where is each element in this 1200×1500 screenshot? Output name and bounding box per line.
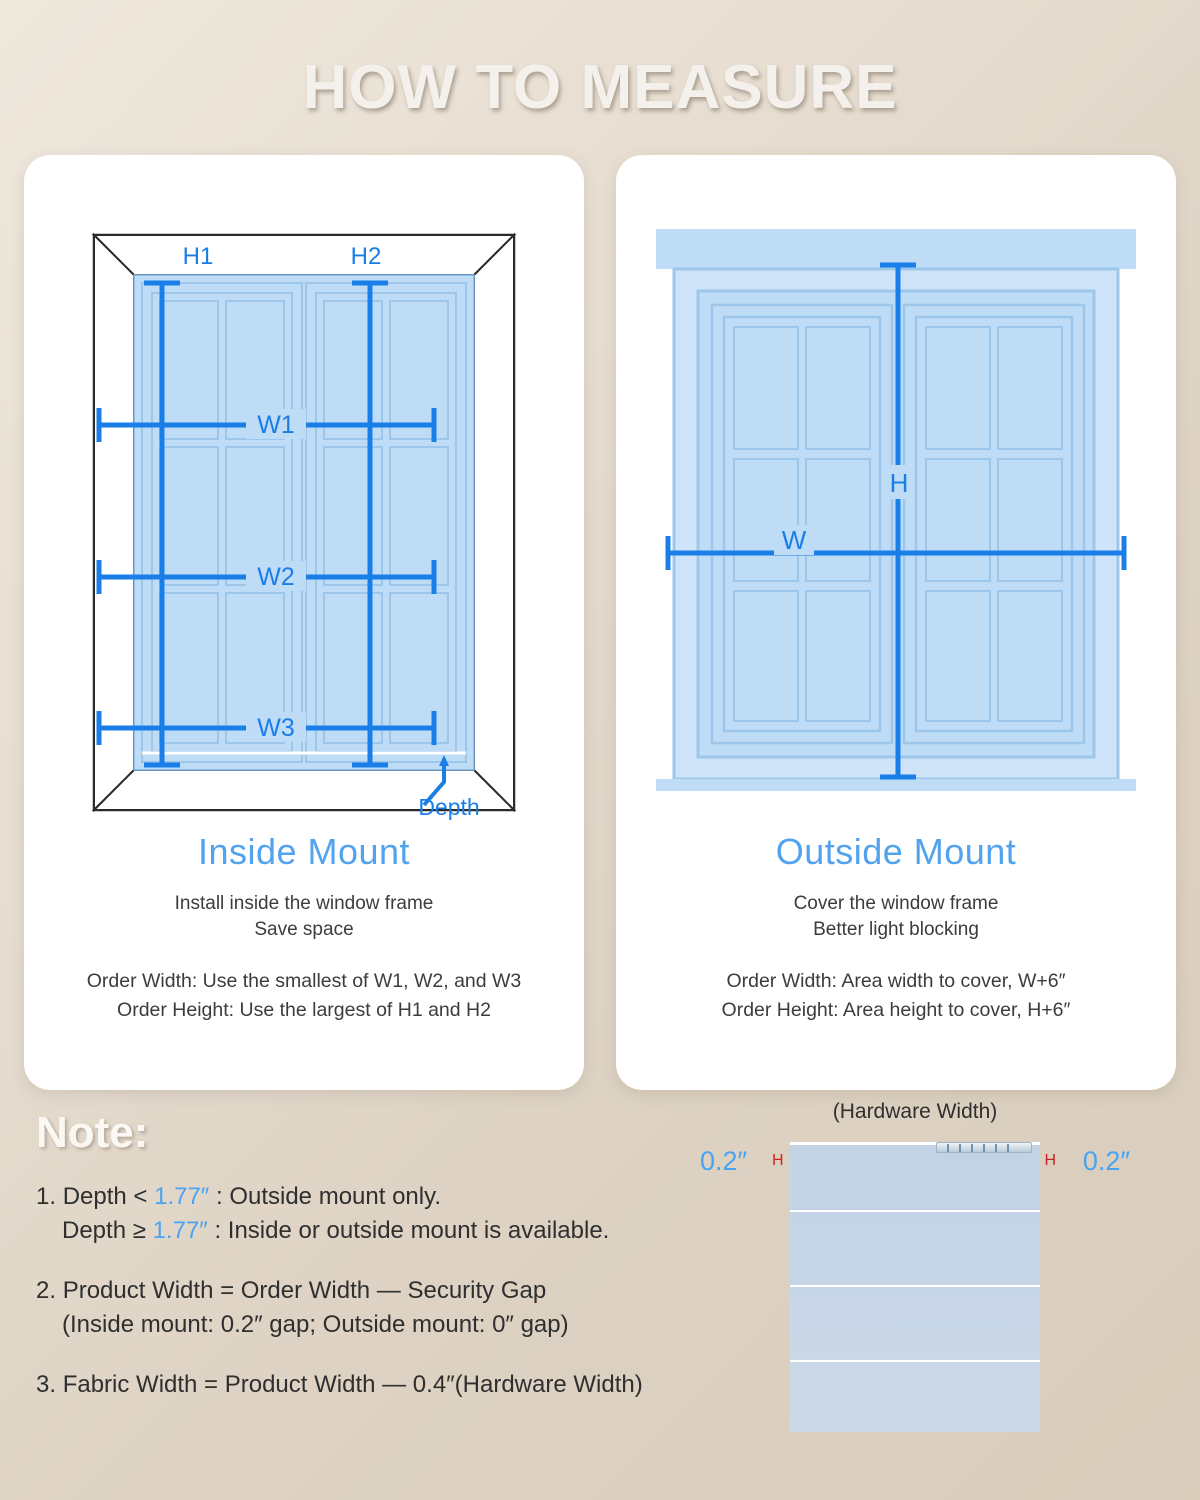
note-1-number: 1. (36, 1183, 57, 1210)
note-title: Note: (36, 1108, 149, 1157)
note-2-number: 2. (36, 1277, 57, 1304)
outside-mount-heading: Outside Mount (775, 831, 1017, 872)
gap-left-marker: H (772, 1152, 784, 1169)
inside-mount-description (24, 891, 584, 943)
inside-mount-desc-line2: Save space (254, 919, 354, 940)
note-1-main-pre: Depth < (62, 1183, 155, 1210)
outside-mount-desc-line1: Cover the window frame (793, 893, 999, 914)
note-section (0, 1090, 1200, 1402)
outside-mount-description (616, 891, 1176, 943)
page-title: HOW TO MEASURE (302, 53, 898, 122)
gap-left-value: 0.2″ (700, 1146, 748, 1176)
label-h2: H2 (350, 243, 382, 270)
outside-mount-desc-line2: Better light blocking (813, 919, 979, 940)
note-1-sub-pre: Depth ≥ (62, 1217, 153, 1244)
inside-mount-order-height: Order Height: Use the largest of H1 and H2 (117, 999, 491, 1021)
hardware-bar-icon (936, 1142, 1032, 1153)
gap-right-value: 0.2″ (1082, 1146, 1130, 1176)
note-1-main-post: : Outside mount only. (209, 1183, 441, 1210)
label-w1: W1 (257, 411, 295, 439)
inside-mount-desc-line1: Install inside the window frame (174, 893, 434, 914)
inside-mount-diagram (24, 165, 584, 825)
label-w3: W3 (257, 714, 295, 742)
note-2-main: Product Width = Order Width — Security Gap (62, 1277, 547, 1304)
outside-mount-card (616, 155, 1176, 1090)
outside-mount-order-width: Order Width: Area width to cover, W+6″ (726, 970, 1066, 992)
note-1-sub-post: : Inside or outside mount is available. (207, 1217, 610, 1244)
label-h: H (889, 468, 909, 498)
inside-mount-heading: Inside Mount (197, 831, 411, 872)
mount-cards (0, 123, 1200, 1090)
hardware-width-illustration (700, 1100, 1130, 1430)
inside-mount-card (24, 155, 584, 1090)
note-3-number: 3. (36, 1371, 57, 1398)
outside-mount-order-height: Order Height: Area height to cover, H+6″ (721, 999, 1071, 1021)
inside-mount-svg (24, 165, 584, 825)
shade-illustration (790, 1142, 1040, 1432)
note-2-sub: (Inside mount: 0.2″ gap; Outside mount: 0″ gap) (62, 1311, 569, 1338)
inside-mount-order-width: Order Width: Use the smallest of W1, W2, and W3 (86, 970, 522, 992)
gap-right-marker: H (1044, 1152, 1056, 1169)
hardware-width-caption: (Hardware Width) (832, 1100, 998, 1123)
label-depth: Depth (418, 794, 480, 820)
note-1-main-value: 1.77″ (154, 1183, 210, 1210)
outside-mount-order-info (616, 967, 1176, 1025)
outside-mount-svg (616, 165, 1176, 825)
note-3-main: Fabric Width = Product Width — 0.4″(Hardware Width) (62, 1371, 643, 1398)
label-h1: H1 (182, 243, 214, 270)
label-w2: W2 (257, 563, 295, 591)
note-1-sub-value: 1.77″ (152, 1217, 208, 1244)
label-w: W (781, 525, 807, 555)
inside-mount-order-info (24, 967, 584, 1025)
outside-mount-diagram (616, 165, 1176, 825)
